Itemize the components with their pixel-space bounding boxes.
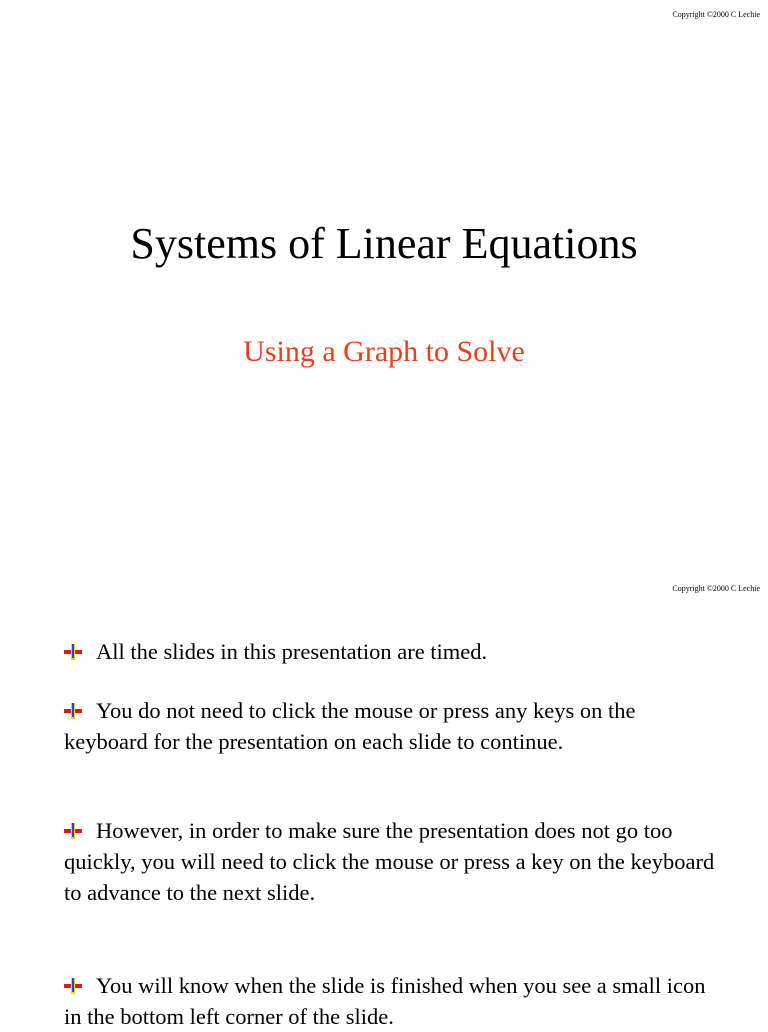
list-item — [64, 970, 724, 1032]
list-item — [64, 636, 724, 667]
arrow-bullet-icon — [64, 978, 82, 994]
list-item — [64, 695, 724, 757]
arrow-bullet-icon — [64, 644, 82, 660]
bullet-list — [64, 636, 724, 1032]
slide-subtitle: Using a Graph to Solve — [243, 335, 525, 368]
bullet-text: However, in order to make sure the presentation does not go too quickly, you will need to click the mouse or press a key on the keyboard to advance to the next slide. — [64, 818, 715, 905]
arrow-bullet-icon — [64, 823, 82, 839]
list-item — [64, 815, 724, 908]
slide-instructions — [0, 574, 768, 1029]
arrow-bullet-icon — [64, 703, 82, 719]
copyright-notice: Copyright ©2000 C Lechie — [672, 584, 760, 593]
bullet-text: You will know when the slide is finished when you see a small icon in the bottom left corner of the slide. — [64, 973, 706, 1029]
copyright-notice: Copyright ©2000 C Lechie — [672, 10, 760, 19]
slide-title-heading: Systems of Linear Equations — [130, 219, 638, 268]
bullet-text: All the slides in this presentation are timed. — [96, 639, 488, 664]
bullet-text: You do not need to click the mouse or press any keys on the keyboard for the presentation on each slide to continue. — [64, 698, 636, 754]
